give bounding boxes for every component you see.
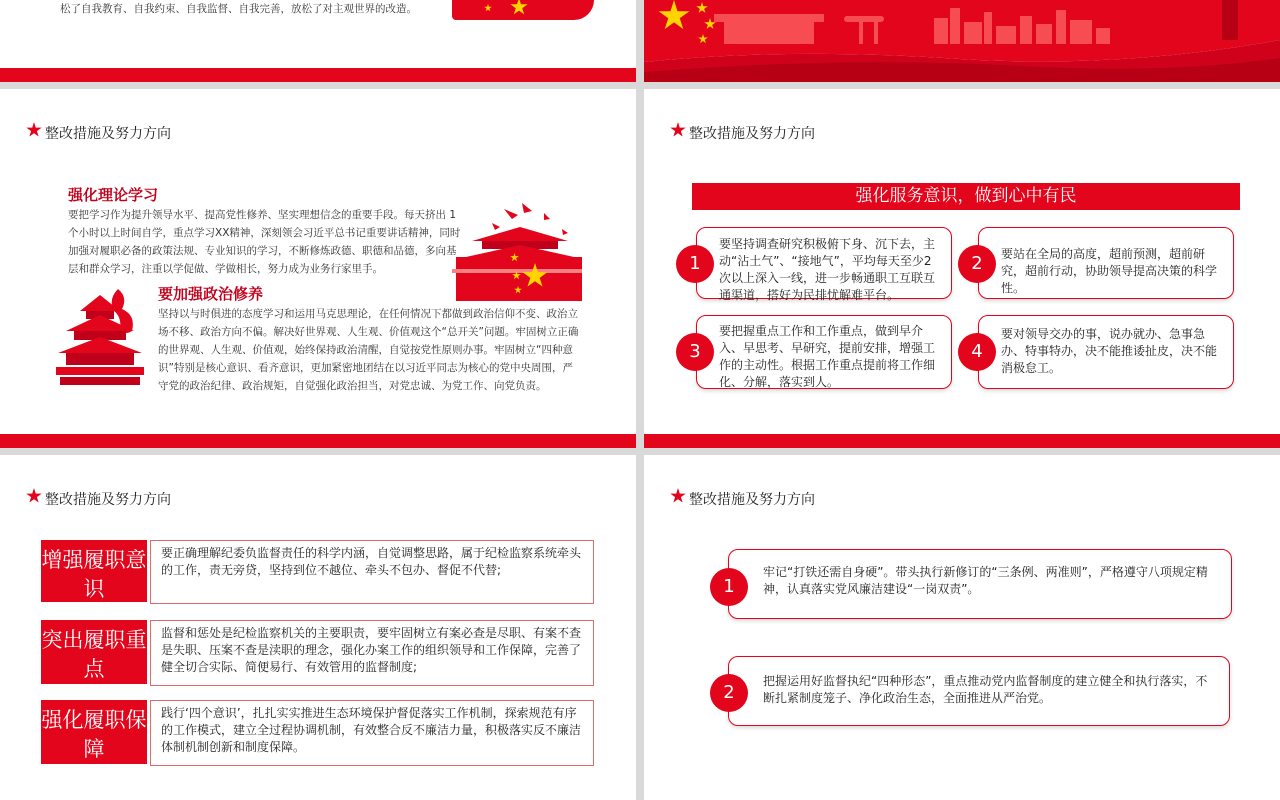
number-badge: 3: [676, 333, 714, 371]
slide-title: 整改措施及努力方向: [689, 126, 815, 142]
slide-3: [0, 89, 636, 448]
item-text: 把握运用好监督执纪“四种形态”，重点推动党内监督制度的建立健全和执行落实，不断扎紧制度笼子、净化政治生态，全面推进从严治党。: [763, 674, 1208, 705]
star-icon: [26, 122, 42, 138]
row-label: 突出履职重点: [41, 620, 147, 684]
flag-decoration: [452, 0, 594, 20]
slide-title: 整改措施及努力方向: [45, 492, 171, 508]
number-badge: 2: [958, 245, 996, 283]
slide-footer-bar: [0, 68, 636, 82]
section-text: 要把学习作为提升领导水平、提高党性修养、坚实理想信念的重要手段。每天挤出 1个小时以上时间自学，重点学习XX精神，深刻领会习近平总书记重要讲话精神，同时加强对履职必备的政策法规、专业知识的学习，不断修炼政德、职德和品德，多向基层和群众学习，注重以学促做、学做相长，努力成为业务行家里手。: [68, 209, 461, 275]
item-text: 要对领导交办的事，说办就办、急事急办、特事特办，决不能推诿扯皮，决不能消极怠工。: [1001, 327, 1218, 375]
star-icon: [26, 488, 42, 504]
section-text: 坚持以与时俱进的态度学习和运用马克思理论，在任何情况下都做到政治信仰不变、政治立场不移、政治方向不偏。解决好世界观、人生观、价值观这个“总开关”问题。牢固树立正确的世界观、人生观、价值观，始终保持政治清醒，自觉按党性原则办事。牢固树立“四种意识”特别是核心意识、看齐意识，更加紧密地团结在以习近平同志为核心的党中央周围，严守党的政治纪律、政治规矩，自觉强化政治担当，对党忠诚、为党工作、向党负责。: [158, 308, 579, 392]
row-text: 践行‘四个意识’，扎扎实实推进生态环境保护督促落实工作机制，探索规范有序的工作模式，建立全过程协调机制，有效整合反不廉洁力量，积极落实反不廉洁体制机制创新和制度保障。: [150, 700, 594, 766]
slide-title: 整改措施及努力方向: [45, 126, 171, 142]
number-badge: 1: [710, 568, 748, 606]
slide-6: [644, 455, 1280, 800]
item-card-1: [728, 549, 1232, 619]
item-text: 要坚持调查研究积极俯下身、沉下去，主动“沾土气”、“接地气”，平均每天至少2次以上深入一线，进一步畅通职工互联互通渠道，搭好为民排忧解难平台。: [719, 237, 936, 302]
row-label: 增强履职意识: [41, 540, 147, 602]
item-card-4: [978, 315, 1234, 389]
item-card-2: [978, 227, 1234, 299]
slide-footer-bar: [0, 434, 636, 448]
row-text: 监督和惩处是纪检监察机关的主要职责，要牢固树立有案必查是尽职、有案不查是失职、压案不查是渎职的理念，强化办案工作的组织领导和工作保障，完善了健全切合实际、简便易行、有效管用的监督制度;: [150, 620, 594, 686]
number-badge: 2: [710, 674, 748, 712]
slide-2: [644, 0, 1280, 82]
slide-title: 整改措施及努力方向: [689, 492, 815, 508]
item-text: 要站在全局的高度，超前预测，超前研究，超前行动，协助领导提高决策的科学性。: [1001, 247, 1218, 295]
section-heading: 要加强政治修养: [158, 285, 264, 303]
star-icon: [670, 488, 686, 504]
red-ribbon-banner: [644, 0, 1280, 82]
row-label: 强化履职保障: [41, 700, 147, 764]
row-text: 要正确理解纪委负监督责任的科学内涵，自觉调整思路，属于纪检监察系统牵头的工作，责无旁贷，坚持到位不越位、牵头不包办、督促不代替;: [150, 540, 594, 604]
item-card-1: [696, 227, 952, 302]
slide-1-text: 松了自我教育、自我约束、自我监督、自我完善，放松了对主观世界的改造。: [60, 3, 417, 15]
number-badge: 1: [676, 245, 714, 283]
section-heading: 强化理论学习: [68, 186, 159, 204]
item-card-2: [728, 656, 1230, 726]
star-icon: [670, 122, 686, 138]
section-banner: 强化服务意识，做到心中有民: [692, 183, 1240, 210]
number-badge: 4: [958, 333, 996, 371]
slide-5: [0, 455, 636, 800]
tiananmen-illustration: [452, 201, 582, 301]
slide-4: [644, 89, 1280, 448]
item-card-3: [696, 315, 952, 389]
slide-footer-bar: [644, 434, 1280, 448]
item-text: 要把握重点工作和工作重点，做到早介入、早思考、早研究，提前安排，增强工作的主动性。根据工作重点提前将工作细化、分解，落实到人。: [719, 324, 936, 389]
item-text: 牢记“打铁还需自身硬”。带头执行新修订的“三条例、两准则”，严格遵守八项规定精神，认真落实党风廉洁建设“一岗双责”。: [763, 565, 1208, 596]
temple-illustration: [56, 285, 144, 389]
slide-1: [0, 0, 636, 82]
